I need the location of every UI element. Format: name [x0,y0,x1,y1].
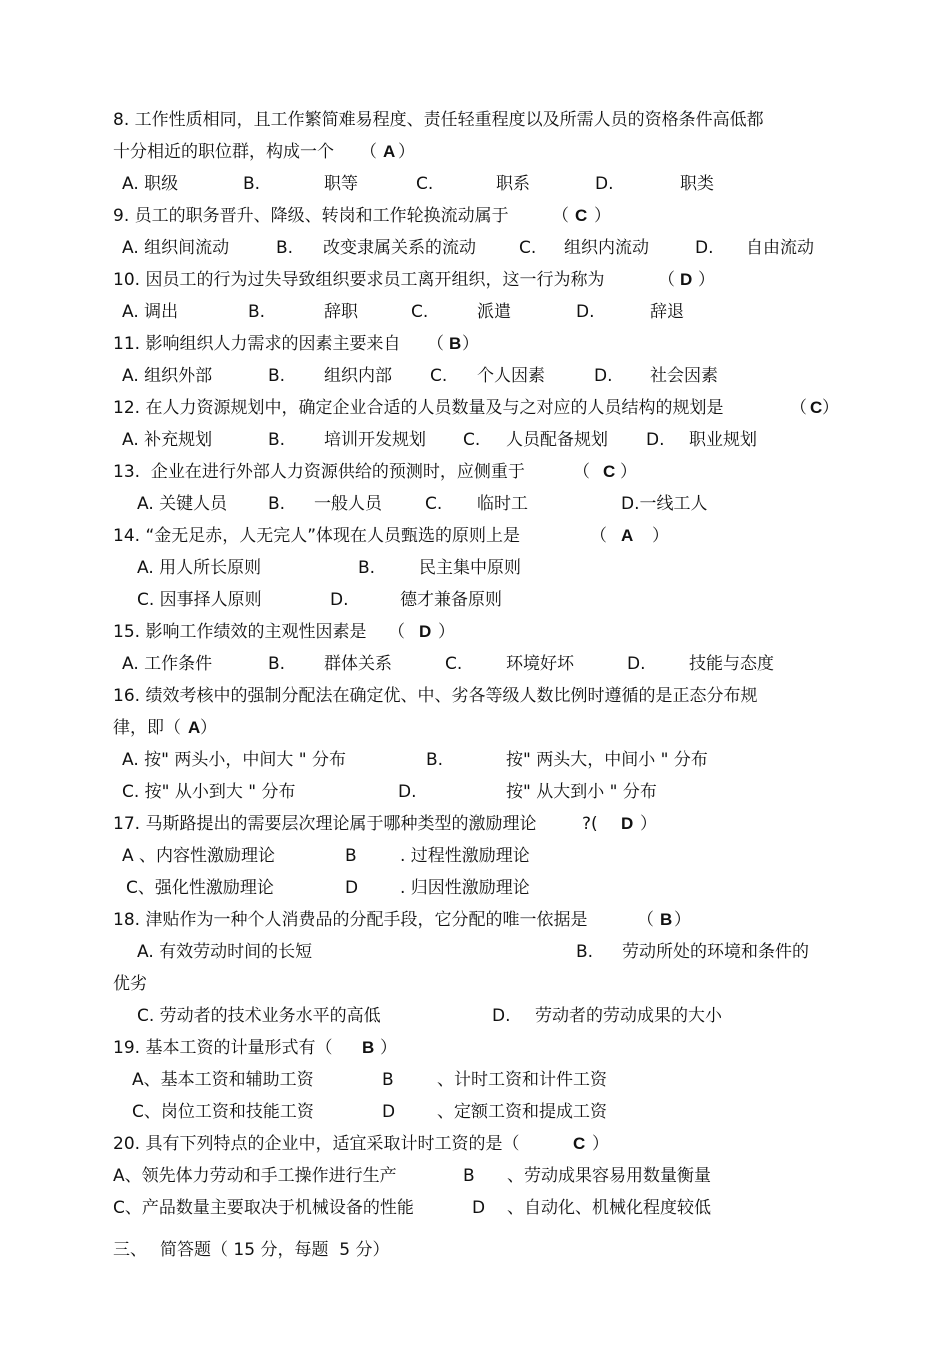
q8-option: C. [416,174,434,194]
q11-answer: B [449,334,462,353]
q18-bracket-open: （ [637,910,654,930]
q10-bracket-open: （ [658,270,675,290]
q15-answer: D [419,622,432,641]
q15-option: A. 工作条件 [122,654,213,674]
q17-option: . 归因性激励理论 [400,878,530,898]
q8-option: 职系 [496,174,530,194]
q18-option: B. [576,942,594,962]
q16-answer: A [188,718,201,737]
q9-bracket-open: （ [552,206,569,226]
q13-option: C. [425,494,443,514]
q16-option: A. 按" 两头小，中间大 " 分布 [122,750,346,770]
q18-option: 劳动所处的环境和条件的 [622,942,809,962]
q13-option: D.一线工人 [621,494,708,514]
q18-answer: B [660,910,673,929]
q9-stem: 9. 员工的职务晋升、降级、转岗和工作轮换流动属于 [113,206,509,226]
q20-option: B [463,1166,475,1186]
q19-bracket-close: ） [380,1038,397,1058]
q11-stem: 11. 影响组织人力需求的因素主要来自 [113,334,401,354]
q10-option: 辞职 [324,302,358,322]
q15-bracket-close: ） [438,622,455,642]
q9-option: 自由流动 [746,238,814,258]
q13-bracket-close: ） [620,462,637,482]
q14-option: 德才兼备原则 [400,590,502,610]
q11-option: D. [594,366,613,386]
q16-bracket-close: ） [200,718,217,738]
q11-option: A. 组织外部 [122,366,213,386]
q19-option: C、岗位工资和技能工资 [132,1102,314,1122]
q20-option: A、领先体力劳动和手工操作进行生产 [113,1166,397,1186]
q10-option: C. [411,302,429,322]
q16-stem-line2: 律，即（ [113,718,181,738]
q11-option: 社会因素 [650,366,718,386]
q20-bracket-close: ） [592,1134,609,1154]
q12-option: C. [463,430,481,450]
q19-option: B [382,1070,394,1090]
section3-title: 简答题（ 15 分，每题 5 分） [160,1240,390,1260]
q12-option: A. 补充规划 [122,430,213,450]
q10-option: 辞退 [650,302,684,322]
q18-option: A. 有效劳动时间的长短 [137,942,313,962]
q15-bracket-open: （ [388,622,405,642]
q19-option: A、基本工资和辅助工资 [132,1070,314,1090]
q10-option: D. [576,302,595,322]
q9-option: D. [695,238,714,258]
q15-option: 环境好坏 [506,654,574,674]
q8-stem-line2: 十分相近的职位群，构成一个 [113,142,334,162]
q8-option: 职等 [324,174,358,194]
q12-option: B. [268,430,286,450]
q12-option: 人员配备规划 [506,430,608,450]
q11-option: B. [268,366,286,386]
q11-option: C. [430,366,448,386]
q14-option: C. 因事择人原则 [137,590,262,610]
q8-option: 职类 [680,174,714,194]
q12-bracket-open: （ [790,398,807,418]
q8-option: B. [243,174,261,194]
q8-bracket-open: （ [360,142,377,162]
q13-option: 临时工 [477,494,528,514]
q19-option: D [382,1102,396,1122]
q9-option: B. [276,238,294,258]
q17-stem: 17. 马斯路提出的需要层次理论属于哪种类型的激励理论 [113,814,537,834]
q12-stem: 12. 在人力资源规划中，确定企业合适的人员数量及与之对应的人员结构的规划是 [113,398,724,418]
q14-bracket-open: （ [590,526,607,546]
q10-option: B. [248,302,266,322]
q18-option: 优劣 [113,974,147,994]
q10-bracket-close: ） [698,270,715,290]
q16-stem-line1: 16. 绩效考核中的强制分配法在确定优、中、劣各等级人数比例时遵循的是正态分布规 [113,686,758,706]
q18-option: 劳动者的劳动成果的大小 [535,1006,722,1026]
q14-option: B. [358,558,376,578]
q14-option: A. 用人所长原则 [137,558,262,578]
q11-bracket-close: ） [462,334,479,354]
q18-option: C. 劳动者的技术业务水平的高低 [137,1006,381,1026]
q15-option: D. [627,654,646,674]
q12-option: 职业规划 [689,430,757,450]
q18-bracket-close: ） [674,910,691,930]
q8-stem-line1: 8. 工作性质相同，且工作繁简难易程度、责任轻重程度以及所需人员的资格条件高低都 [113,110,764,130]
q9-option: C. [519,238,537,258]
q19-stem: 19. 基本工资的计量形式有（ [113,1038,333,1058]
q17-option: C、强化性激励理论 [126,878,274,898]
q18-option: D. [492,1006,511,1026]
q12-option: D. [646,430,665,450]
q20-answer: C [573,1134,586,1153]
q19-option: 、计时工资和计件工资 [437,1070,607,1090]
q20-option: 、自动化、机械化程度较低 [507,1198,711,1218]
q12-option: 培训开发规划 [324,430,426,450]
q14-option: 民主集中原则 [419,558,521,578]
q9-option: A. 组织间流动 [122,238,230,258]
q10-option: A. 调出 [122,302,179,322]
q14-answer: A [621,526,634,545]
q14-option: D. [330,590,349,610]
q10-stem: 10. 因员工的行为过失导致组织要求员工离开组织，这一行为称为 [113,270,605,290]
q17-option: A 、内容性激励理论 [122,846,276,866]
q16-option: 按" 两头大，中间小 " 分布 [506,750,708,770]
q9-option: 组织内流动 [564,238,649,258]
q11-option: 组织内部 [324,366,392,386]
q14-bracket-close: ） [652,526,669,546]
q16-option: C. 按" 从小到大 " 分布 [122,782,296,802]
q13-option: 一般人员 [314,494,382,514]
q15-option: B. [268,654,286,674]
q17-option: D [345,878,359,898]
q12-answer: C [810,398,823,417]
q11-bracket-open: （ [427,334,444,354]
q10-option: 派遣 [477,302,511,322]
q13-option: B. [268,494,286,514]
section3-number: 三、 [113,1240,147,1260]
q17-bracket-open: ?( [582,814,598,834]
q20-option: C、产品数量主要取决于机械设备的性能 [113,1198,414,1218]
q9-bracket-close: ） [594,206,611,226]
q18-stem: 18. 津贴作为一种个人消费品的分配手段，它分配的唯一依据是 [113,910,588,930]
q17-bracket-close: ） [640,814,657,834]
q13-bracket-open: （ [573,462,590,482]
q17-answer: D [621,814,634,833]
q13-stem: 13. 企业在进行外部人力资源供给的预测时，应侧重于 [113,462,525,482]
q13-answer: C [603,462,616,481]
q8-option: D. [595,174,614,194]
q19-answer: B [362,1038,375,1057]
q16-option: D. [398,782,417,802]
q20-option: 、劳动成果容易用数量衡量 [507,1166,711,1186]
q16-option: B. [426,750,444,770]
q15-stem: 15. 影响工作绩效的主观性因素是 [113,622,367,642]
q12-bracket-close: ） [822,398,839,418]
q8-answer: A [383,142,396,161]
q13-option: A. 关键人员 [137,494,228,514]
q8-option: A. 职级 [122,174,179,194]
q20-option: D [472,1198,486,1218]
q17-option: . 过程性激励理论 [400,846,530,866]
q14-stem: 14. “金无足赤，人无完人”体现在人员甄选的原则上是 [113,526,521,546]
q9-answer: C [575,206,588,225]
q15-option: 技能与态度 [689,654,774,674]
q11-option: 个人因素 [477,366,545,386]
q8-bracket-close: ） [398,142,415,162]
q16-option: 按" 从大到小 " 分布 [506,782,657,802]
q20-stem: 20. 具有下列特点的企业中，适宜采取计时工资的是（ [113,1134,520,1154]
q15-option: 群体关系 [324,654,392,674]
q19-option: 、定额工资和提成工资 [437,1102,607,1122]
q15-option: C. [445,654,463,674]
q10-answer: D [680,270,693,289]
q9-option: 改变隶属关系的流动 [323,238,476,258]
q17-option: B [345,846,357,866]
